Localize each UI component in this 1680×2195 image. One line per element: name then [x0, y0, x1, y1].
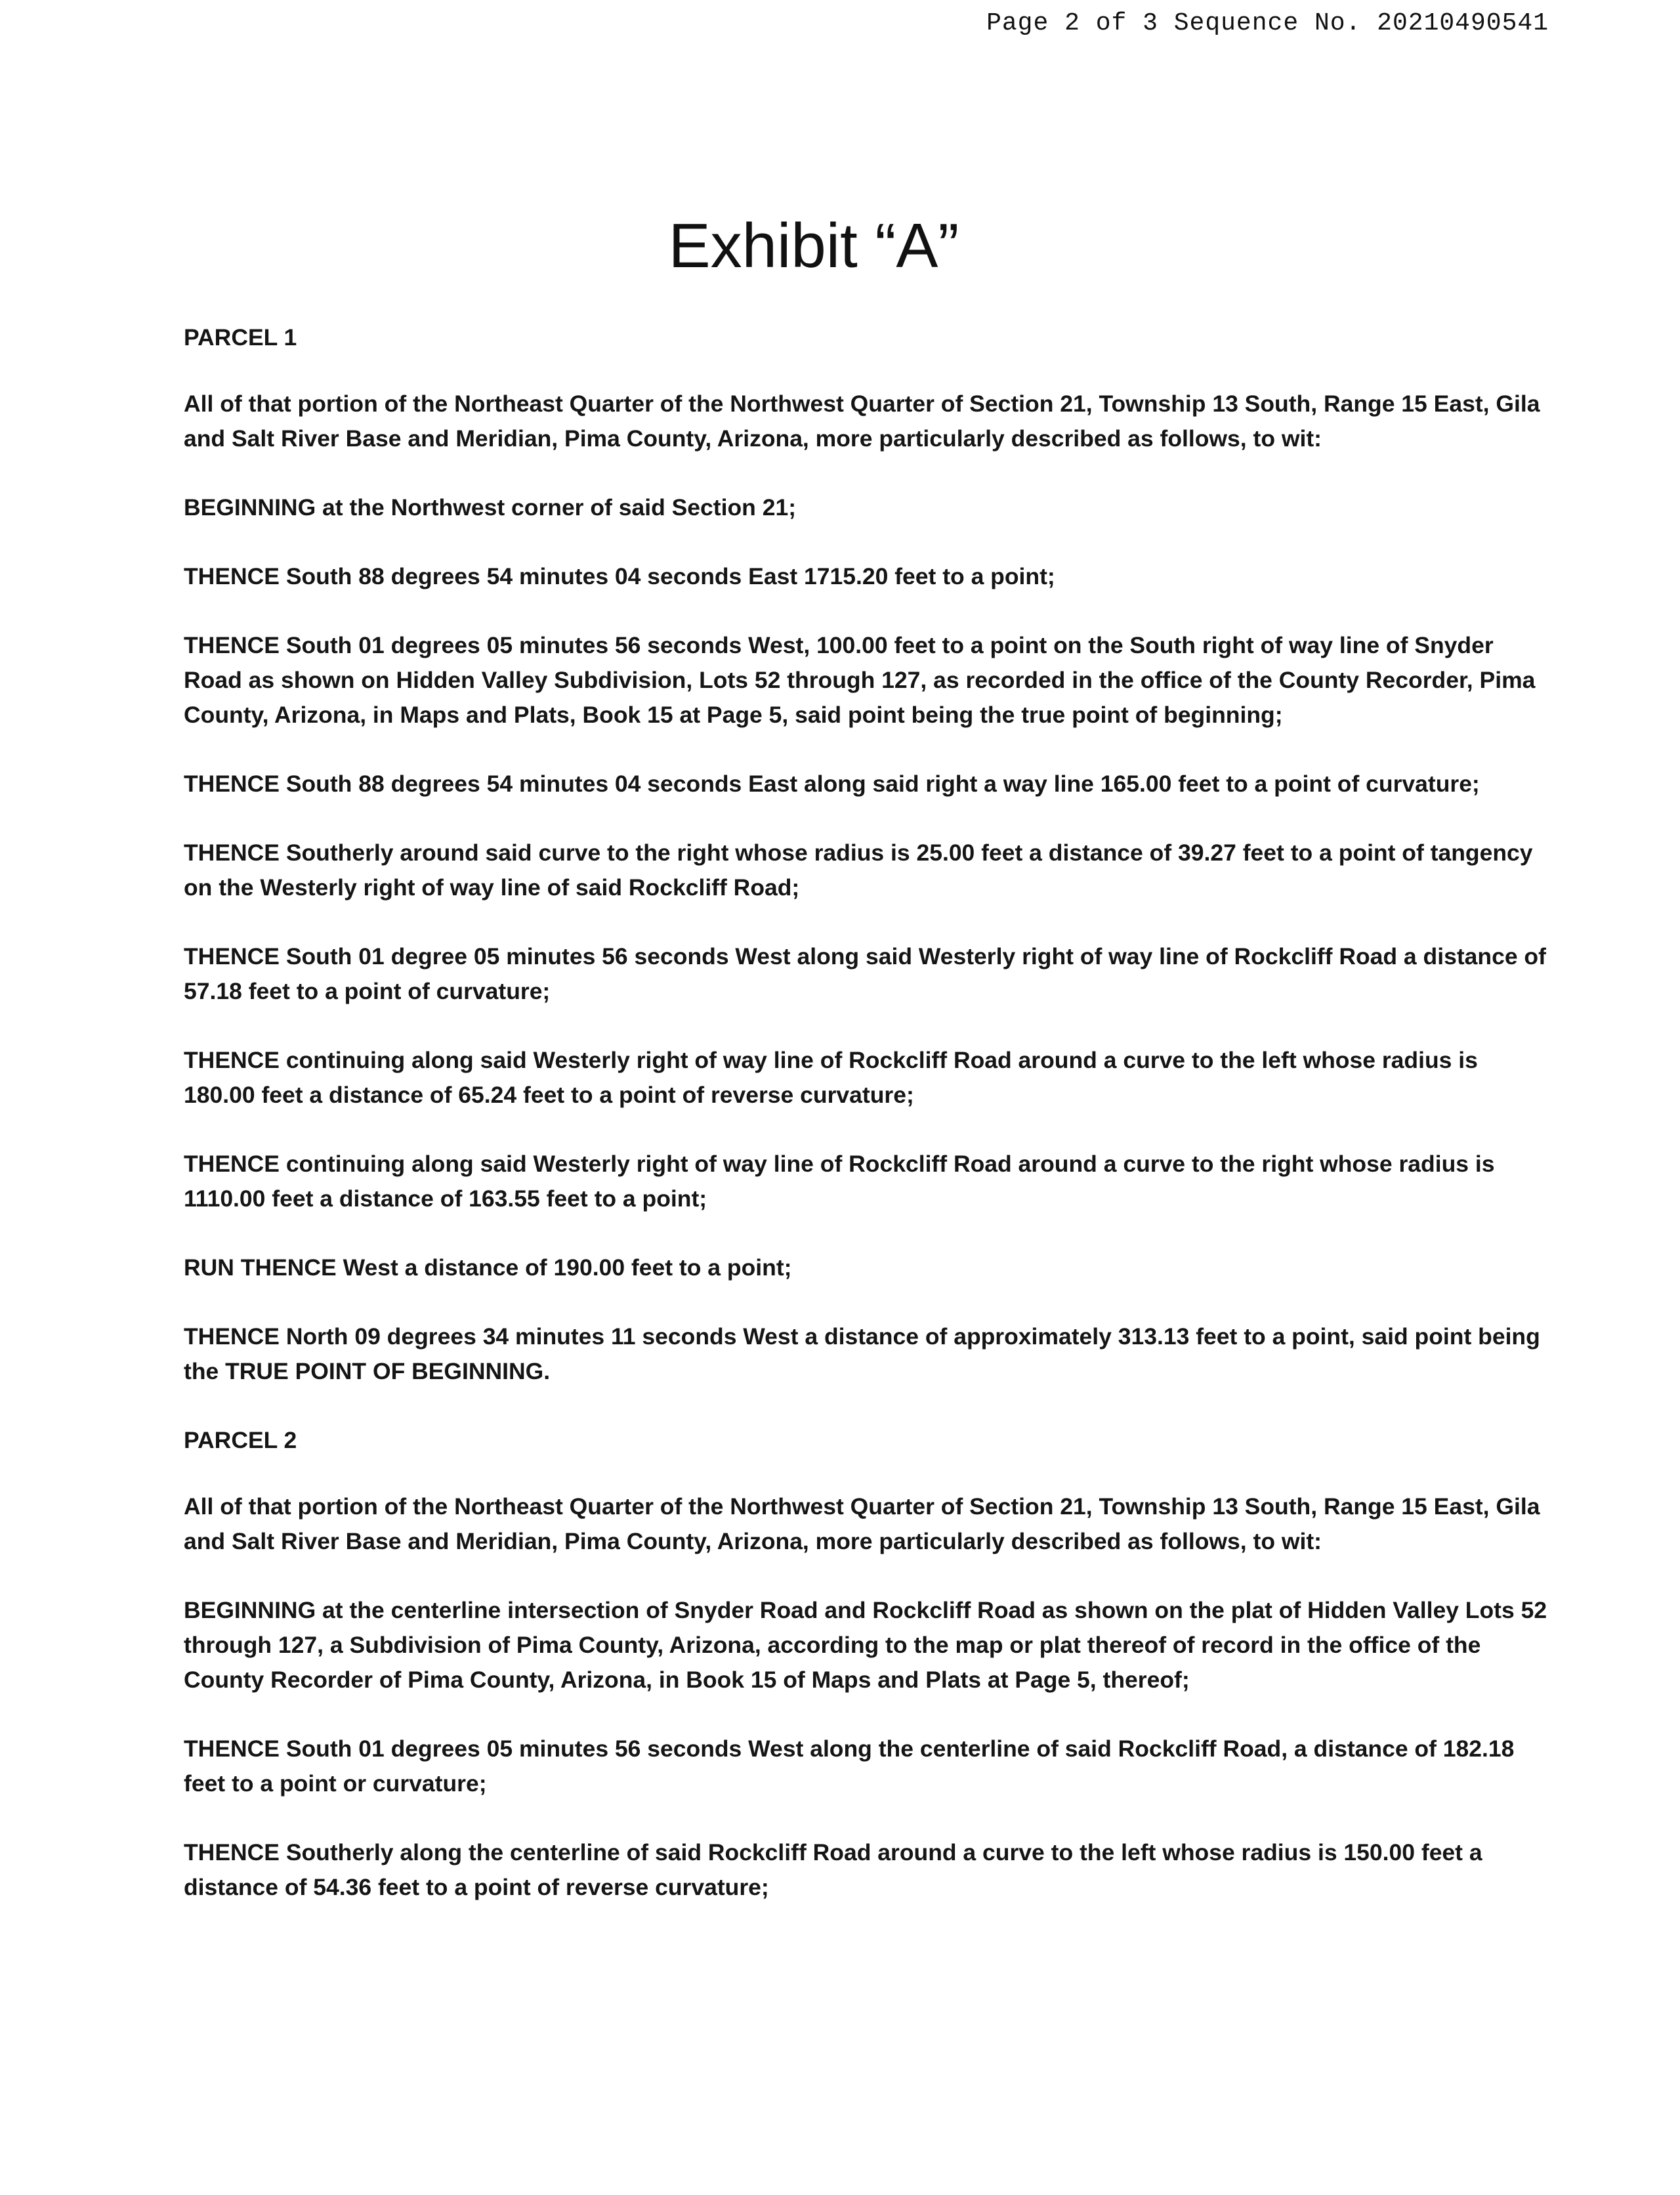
parcel-2-beginning: BEGINNING at the centerline intersection of Snyder Road and Rockcliff Road as shown on the plat of Hidden Valley Lots 52 through 127, a Subdivision of Pima County, Arizona, according to the map or plat thereof of record in the office of the County Recorder of Pima County, Arizona, in Book 15 of Maps and Plats at Page 5, thereof; — [184, 1597, 1547, 1693]
parcel-1-course: THENCE South 88 degrees 54 minutes 04 seconds East along said right a way line 165.00 feet to a point of curvature; — [184, 771, 1480, 797]
parcel-1-course: THENCE continuing along said Westerly right of way line of Rockcliff Road around a curve to the right whose radius is 1110.00 feet a distance of 163.55 feet to a point; — [184, 1151, 1495, 1212]
parcel-2-course: THENCE Southerly along the centerline of said Rockcliff Road around a curve to the left whose radius is 150.00 feet a distance of 54.36 feet to a point of reverse curvature; — [184, 1839, 1482, 1900]
page-sequence-header: Page 2 of 3 Sequence No. 20210490541 — [986, 9, 1549, 37]
parcel-1-course: THENCE South 01 degrees 05 minutes 56 seconds West, 100.00 feet to a point on the South right of way line of Snyder Road as shown on Hidden Valley Subdivision, Lots 52 through 127, as recorded in the office of the County Recorder, Pima County, Arizona, in Maps and Plats, Book 15 at Page 5, said point being the true point of beginning; — [184, 632, 1536, 728]
parcel-2-heading: PARCEL 2 — [184, 1427, 297, 1453]
parcel-1-course: THENCE South 01 degree 05 minutes 56 seconds West along said Westerly right of way line of Rockcliff Road a distance of 57.18 feet to a point of curvature; — [184, 943, 1546, 1004]
parcel-1-intro: All of that portion of the Northeast Quarter of the Northwest Quarter of Section 21, Township 13 South, Range 15 East, Gila and Salt River Base and Meridian, Pima County, Arizona, more particularly described as follows, to wit: — [184, 391, 1540, 452]
parcel-1-course: THENCE North 09 degrees 34 minutes 11 seconds West a distance of approximately 313.13 feet to a point, said point being the TRUE POINT OF BEGINNING. — [184, 1323, 1540, 1384]
parcel-1-beginning: BEGINNING at the Northwest corner of said Section 21; — [184, 494, 797, 521]
parcel-1-course: THENCE continuing along said Westerly right of way line of Rockcliff Road around a curve to the left whose radius is 180.00 feet a distance of 65.24 feet to a point of reverse curvature; — [184, 1047, 1478, 1108]
parcel-2-course: THENCE South 01 degrees 05 minutes 56 seconds West along the centerline of said Rockcliff Road, a distance of 182.18 feet to a point or curvature; — [184, 1736, 1515, 1797]
exhibit-title: Exhibit “A” — [668, 211, 959, 281]
parcel-1-course: THENCE Southerly around said curve to the right whose radius is 25.00 feet a distance of 39.27 feet to a point of tangency on the Westerly right of way line of said Rockcliff Road; — [184, 840, 1533, 901]
parcel-1-course: RUN THENCE West a distance of 190.00 feet to a point; — [184, 1254, 792, 1281]
parcel-1-heading: PARCEL 1 — [184, 324, 297, 351]
parcel-2-intro: All of that portion of the Northeast Quarter of the Northwest Quarter of Section 21, Township 13 South, Range 15 East, Gila and Salt River Base and Meridian, Pima County, Arizona, more particularly described as follows, to wit: — [184, 1493, 1540, 1554]
parcel-1-course: THENCE South 88 degrees 54 minutes 04 seconds East 1715.20 feet to a point; — [184, 563, 1055, 589]
legal-description-body — [184, 320, 1549, 1939]
